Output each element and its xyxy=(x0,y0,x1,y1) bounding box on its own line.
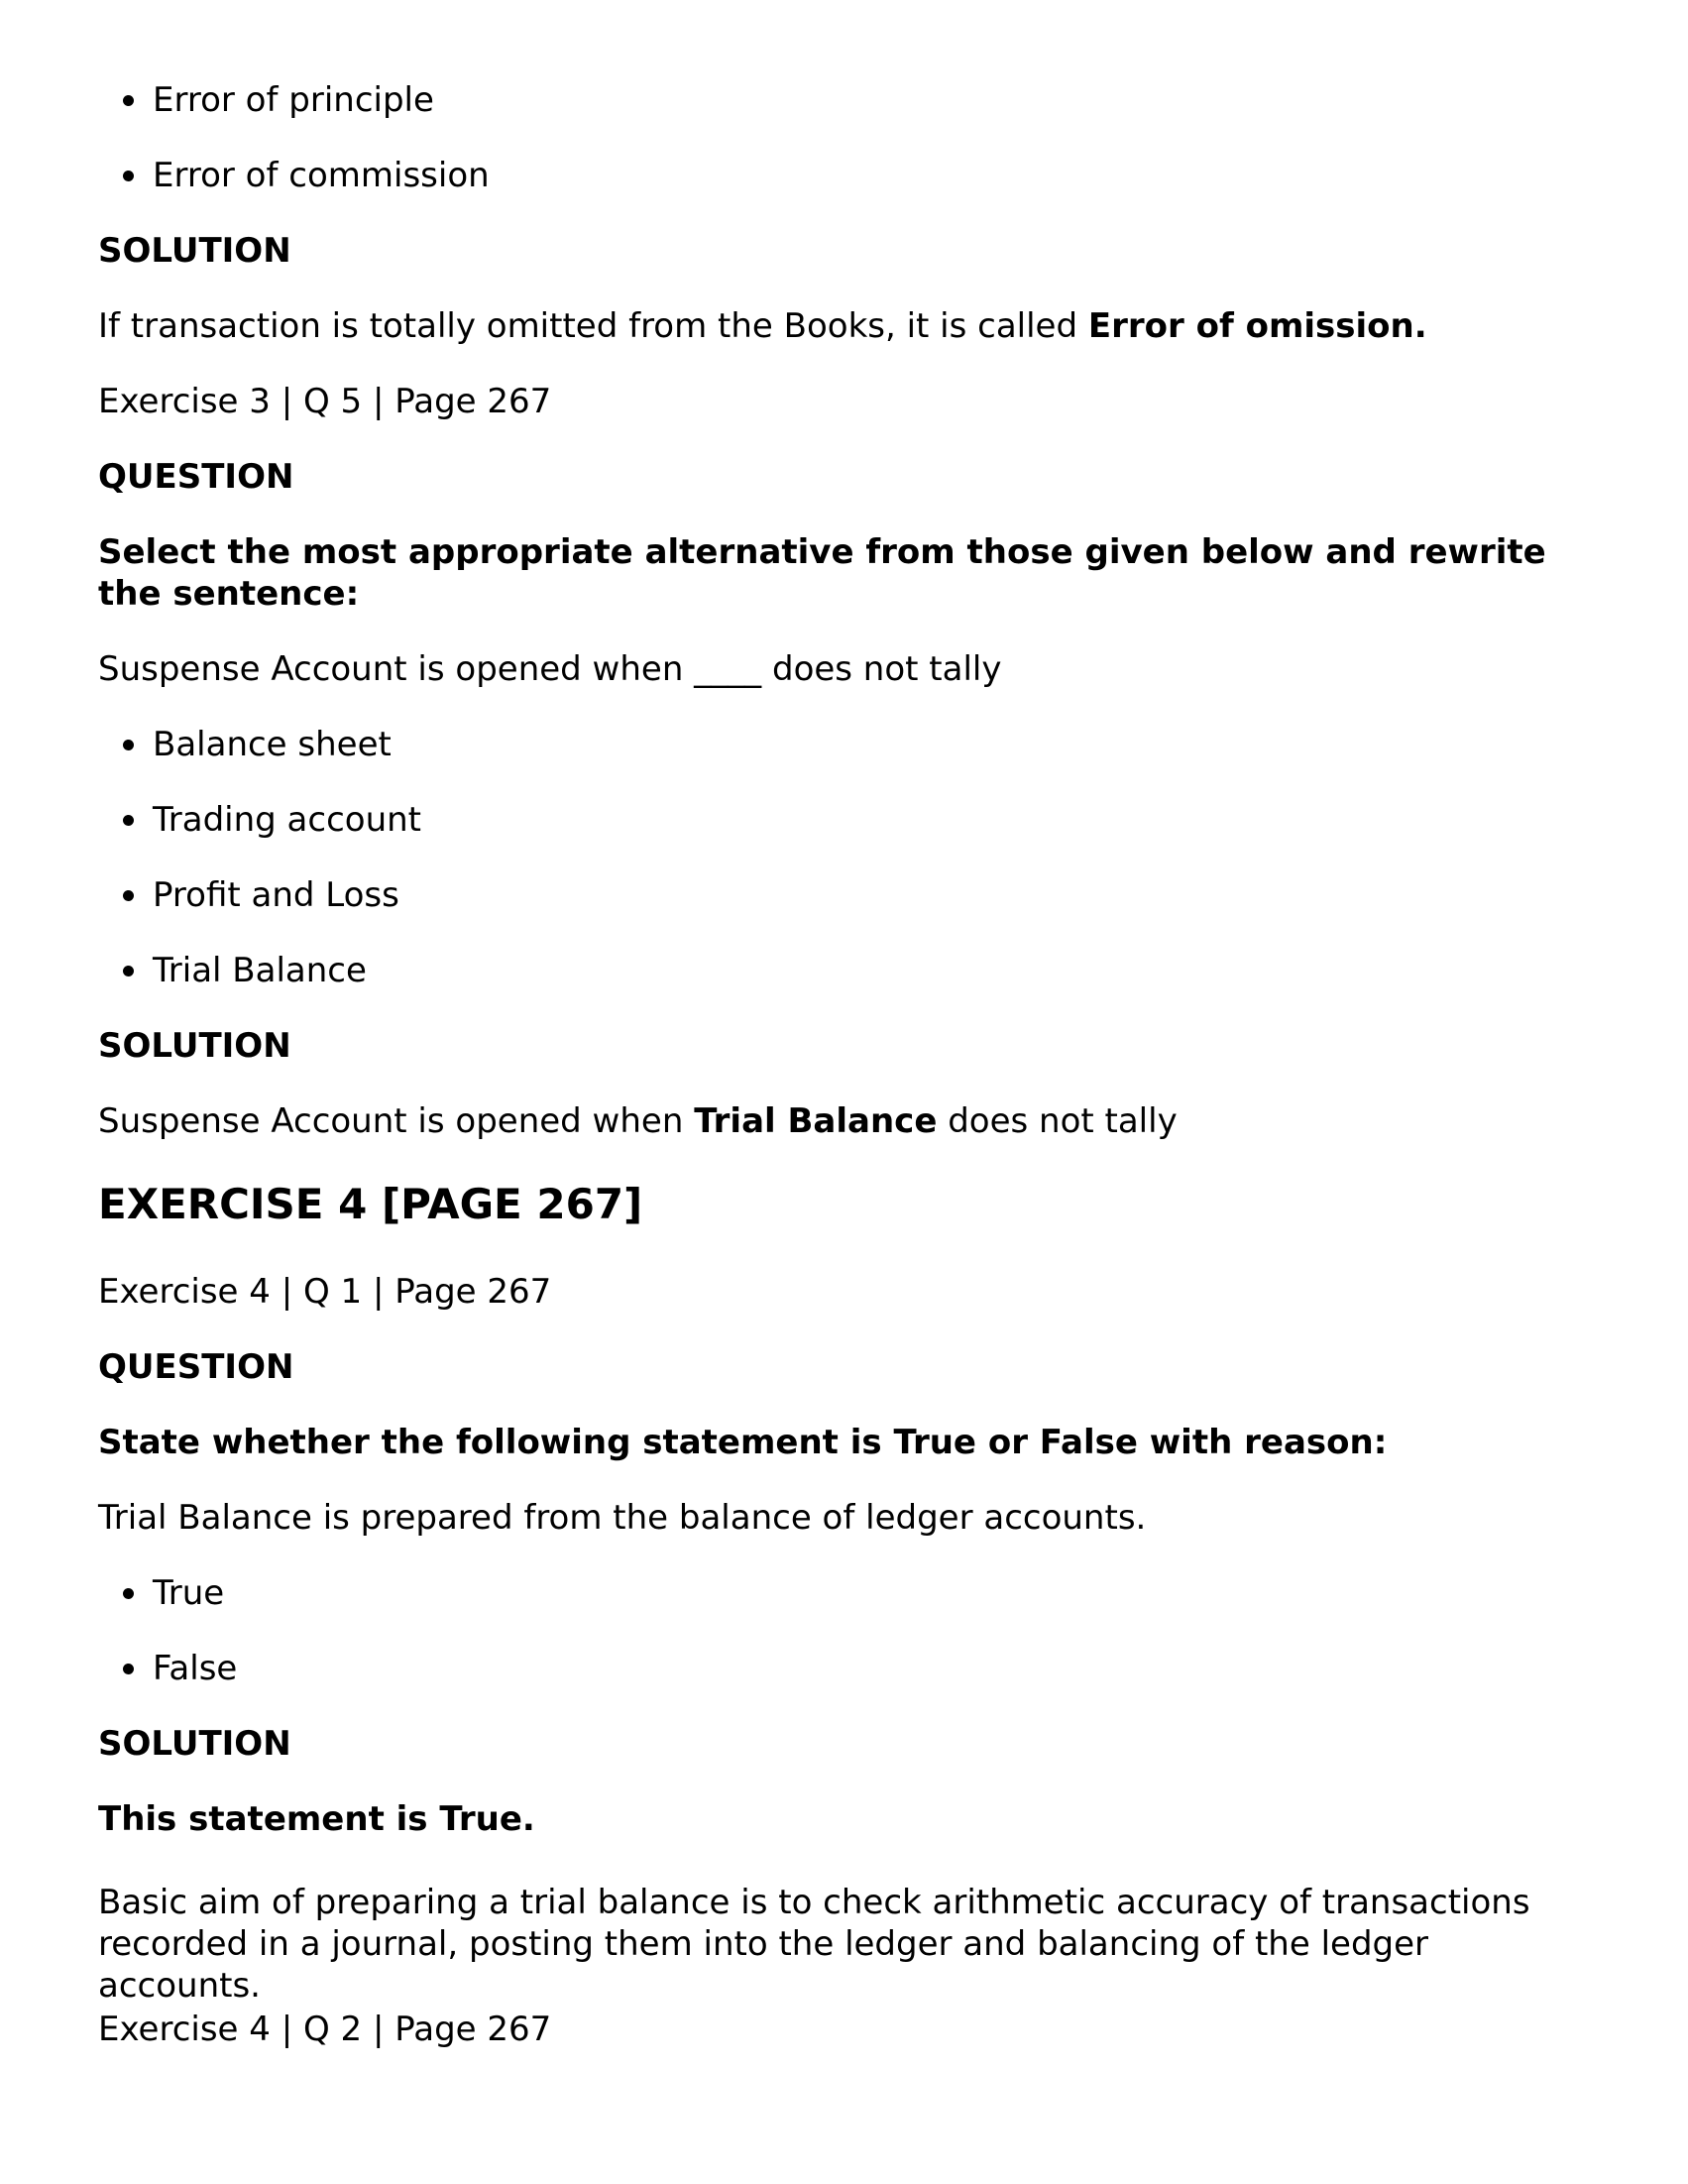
solution-text: If transaction is totally omitted from the Books, it is called Error of omission. xyxy=(98,306,1427,346)
list-item xyxy=(153,950,367,991)
bullet-icon xyxy=(123,815,134,826)
question-instruction: Select the most appropriate alternative from those given below and rewrite the sentence: xyxy=(98,532,1546,614)
bullet-icon xyxy=(123,890,134,901)
list-item xyxy=(153,724,392,765)
option-text: Error of commission xyxy=(153,156,490,195)
solution-verdict: This statement is True. xyxy=(98,1799,535,1839)
solution-text: Suspense Account is opened when Trial Balance does not tally xyxy=(98,1101,1178,1141)
question-stem: Trial Balance is prepared from the balance of ledger accounts. xyxy=(98,1498,1147,1538)
bullet-icon xyxy=(123,95,134,106)
list-item xyxy=(153,1572,224,1614)
question-reference: Exercise 4 | Q 2 | Page 267 xyxy=(98,2010,552,2049)
section-heading: EXERCISE 4 [PAGE 267] xyxy=(98,1180,643,1228)
bullet-icon xyxy=(123,1664,134,1674)
list-item xyxy=(153,155,490,196)
option-text: Trading account xyxy=(153,800,422,840)
bullet-icon xyxy=(123,740,134,750)
solution-explanation: Basic aim of preparing a trial balance is to check arithmetic accuracy of transactions recorded in a journal, posting them into the ledger and balancing of the ledger accounts. xyxy=(98,1883,1530,2006)
list-item xyxy=(153,874,399,916)
solution-label: SOLUTION xyxy=(98,1026,291,1066)
solution-label: SOLUTION xyxy=(98,1724,291,1764)
list-item xyxy=(153,799,421,841)
option-text: False xyxy=(153,1649,238,1688)
bullet-icon xyxy=(123,1588,134,1599)
question-label: QUESTION xyxy=(98,1347,294,1387)
question-reference: Exercise 3 | Q 5 | Page 267 xyxy=(98,382,552,421)
option-text: Profit and Loss xyxy=(153,875,399,915)
bullet-icon xyxy=(123,966,134,977)
bullet-icon xyxy=(123,171,134,181)
list-item xyxy=(153,1648,237,1689)
option-text: Trial Balance xyxy=(153,951,367,990)
question-reference: Exercise 4 | Q 1 | Page 267 xyxy=(98,1272,552,1312)
option-text: Balance sheet xyxy=(153,725,392,764)
solution-label: SOLUTION xyxy=(98,231,291,271)
question-stem: Suspense Account is opened when ____ does not tally xyxy=(98,649,1002,689)
question-instruction: State whether the following statement is True or False with reason: xyxy=(98,1423,1388,1462)
option-text: Error of principle xyxy=(153,80,434,120)
question-label: QUESTION xyxy=(98,457,294,497)
option-text: True xyxy=(153,1573,225,1613)
list-item xyxy=(153,79,434,121)
